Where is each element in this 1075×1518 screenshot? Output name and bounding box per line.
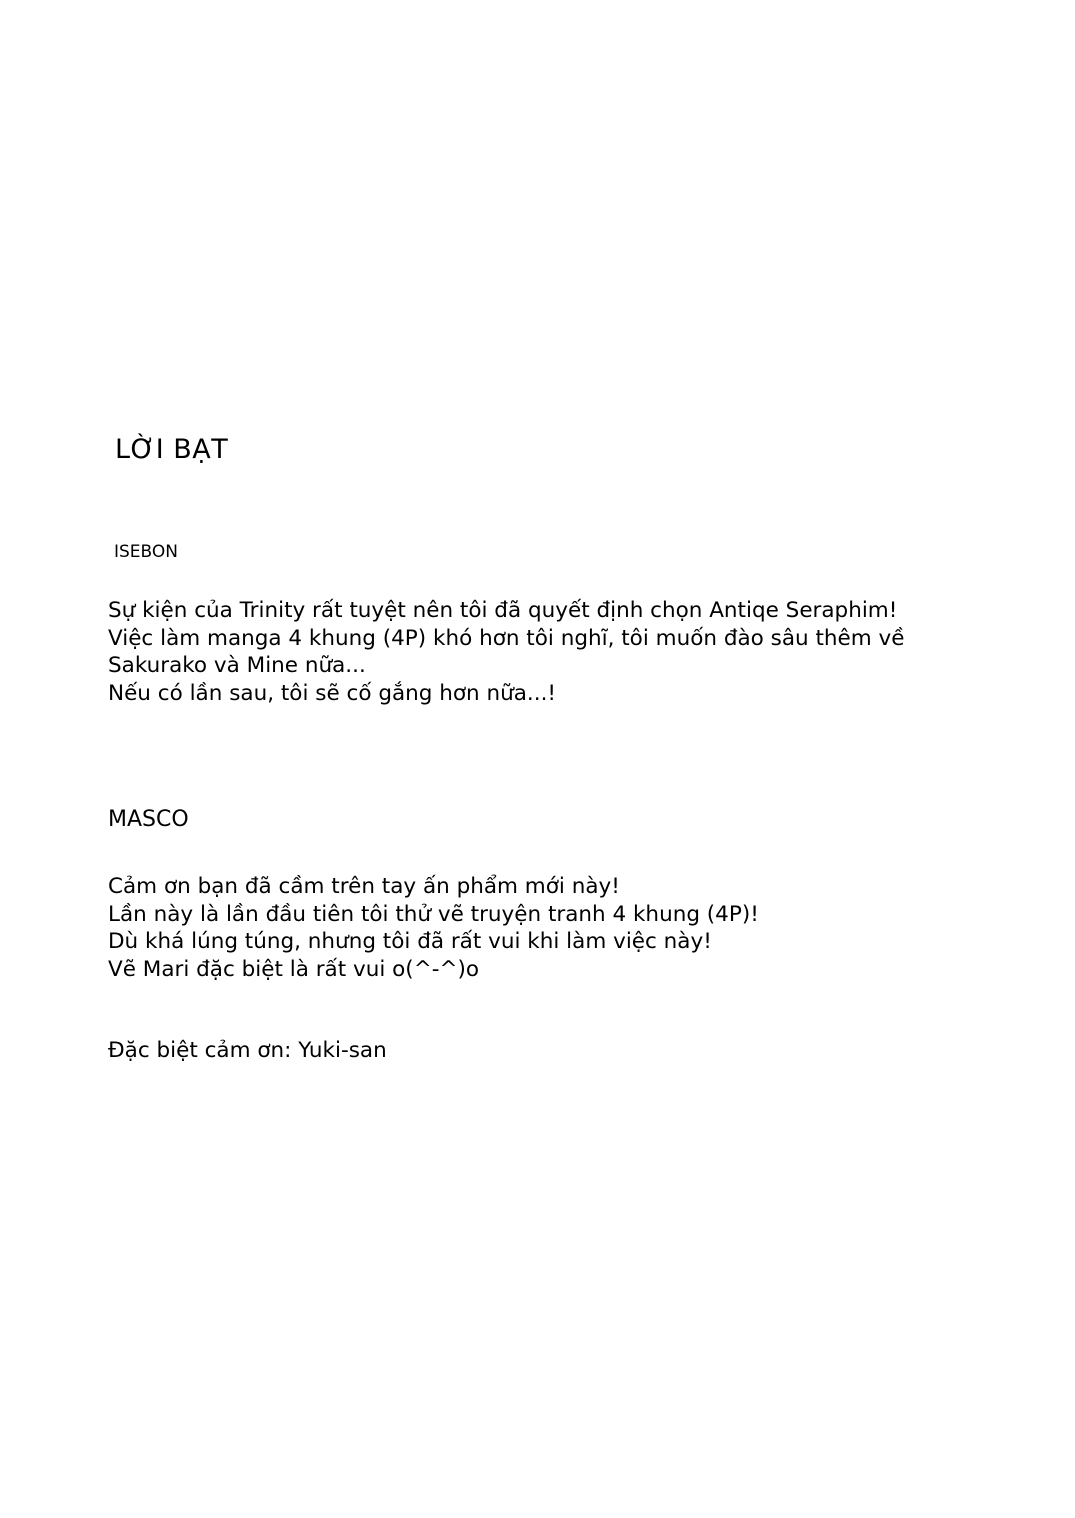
message-line: Cảm ơn bạn đã cầm trên tay ấn phẩm mới này! bbox=[108, 874, 620, 899]
message-line: Sự kiện của Trinity rất tuyệt nên tôi đã quyết định chọn Antiqe Seraphim! bbox=[108, 598, 898, 623]
author-name-isebon: ISEBON bbox=[114, 542, 179, 562]
author-message-masco bbox=[108, 873, 759, 983]
author-message-isebon bbox=[108, 597, 904, 707]
message-line: Nếu có lần sau, tôi sẽ cố gắng hơn nữa...! bbox=[108, 680, 557, 706]
message-line: Sakurako và Mine nữa... bbox=[108, 653, 366, 678]
message-line: Vẽ Mari đặc biệt là rất vui o(^-^)o bbox=[108, 956, 480, 982]
special-thanks: Đặc biệt cảm ơn: Yuki-san bbox=[108, 1038, 387, 1063]
page-title: LỜI BẠT bbox=[115, 434, 229, 465]
author-name-masco: MASCO bbox=[108, 807, 189, 832]
message-line: Việc làm manga 4 khung (4P) khó hơn tôi nghĩ, tôi muốn đào sâu thêm về bbox=[108, 625, 905, 651]
message-line: Dù khá lúng túng, nhưng tôi đã rất vui khi làm việc này! bbox=[108, 929, 712, 954]
message-line: Lần này là lần đầu tiên tôi thử vẽ truyện tranh 4 khung (4P)! bbox=[108, 901, 759, 927]
